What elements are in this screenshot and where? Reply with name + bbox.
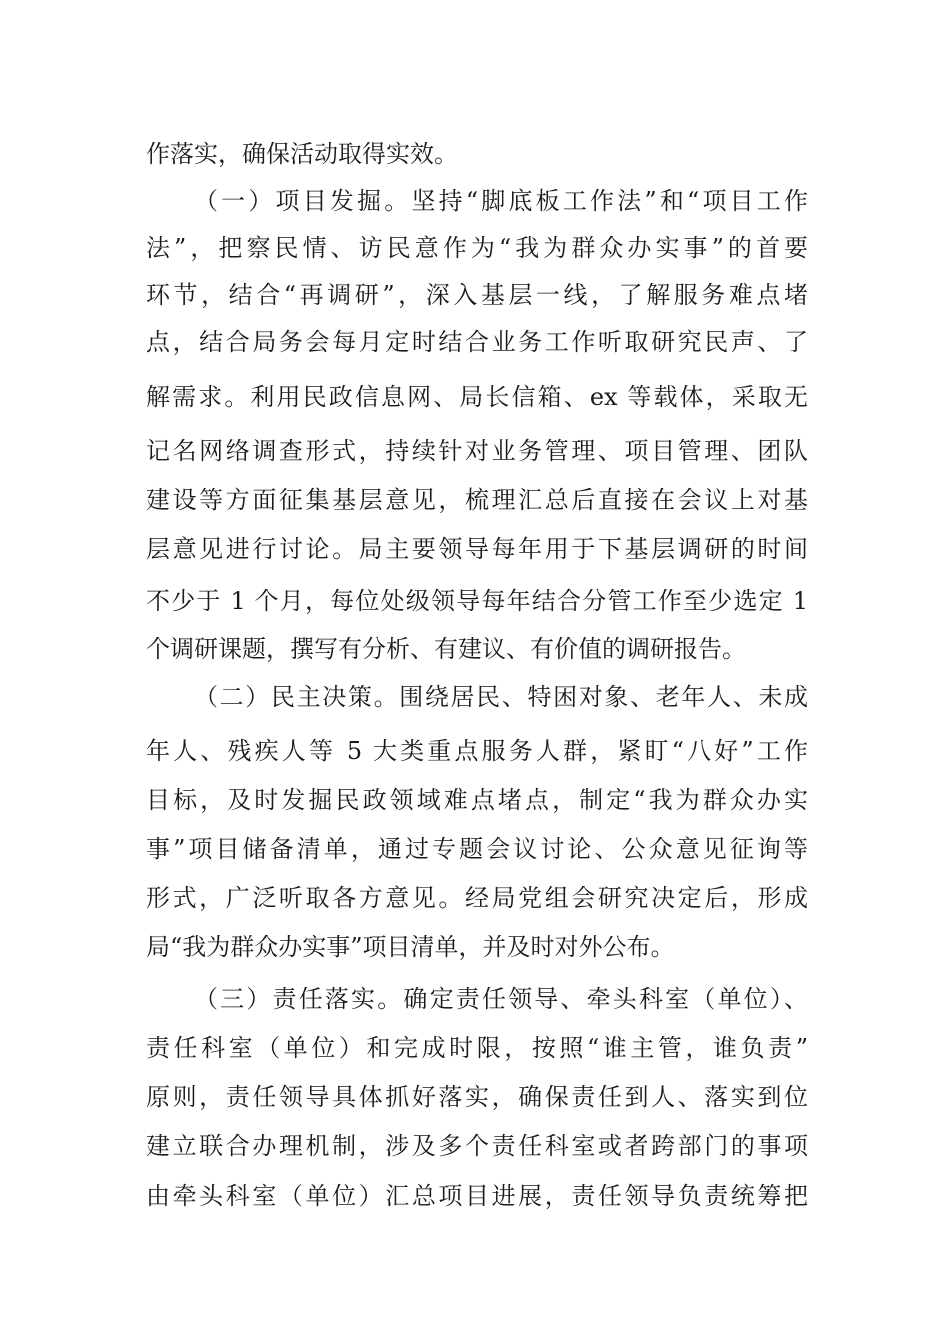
text-line: 环节，结合“再调研”，深入基层一线，了解服务难点堵 (146, 281, 808, 309)
text-line: 责任科室（单位）和完成时限，按照“谁主管，谁负责” (146, 1034, 808, 1062)
text-line: 形式，广泛听取各方意见。经局党组会研究决定后，形成 (146, 884, 808, 912)
paragraph-2-first-line: （二）民主决策。围绕居民、特困对象、老年人、未成 (194, 683, 808, 711)
text-line: 解需求。利用民政信息网、局长信箱、ex 等载体，采取无 (146, 383, 808, 411)
text-line: 作落实，确保活动取得实效。 (146, 140, 458, 168)
text-line: 个调研课题，撰写有分析、有建议、有价值的调研报告。 (146, 635, 746, 663)
text-line: 法”，把察民情、访民意作为“我为群众办实事”的首要 (146, 234, 808, 262)
text-line: 记名网络调查形式，持续针对业务管理、项目管理、团队 (146, 437, 808, 465)
text-line: 目标，及时发掘民政领域难点堵点，制定“我为群众办实 (146, 786, 808, 814)
text-line: 点，结合局务会每月定时结合业务工作听取研究民声、了 (146, 328, 808, 356)
text-line: 不少于 1 个月，每位处级领导每年结合分管工作至少选定 1 (146, 587, 808, 615)
text-line: 局“我为群众办实事”项目清单，并及时对外公布。 (146, 933, 675, 961)
text-line: 层意见进行讨论。局主要领导每年用于下基层调研的时间 (146, 535, 808, 563)
text-line: 年人、残疾人等 5 大类重点服务人群，紧盯“八好”工作 (146, 737, 808, 765)
paragraph-3-first-line: （三）责任落实。确定责任领导、牵头科室（单位）、 (194, 985, 808, 1013)
text-line: 由牵头科室（单位）汇总项目进展，责任领导负责统筹把 (146, 1182, 808, 1210)
paragraph-1-first-line: （一）项目发掘。坚持“脚底板工作法”和“项目工作 (194, 187, 808, 215)
text-line: 原则，责任领导具体抓好落实，确保责任到人、落实到位 (146, 1083, 808, 1111)
text-line: 事”项目储备清单，通过专题会议讨论、公众意见征询等 (146, 835, 808, 863)
text-line: 建立联合办理机制，涉及多个责任科室或者跨部门的事项 (146, 1132, 808, 1160)
text-line: 建设等方面征集基层意见，梳理汇总后直接在会议上对基 (146, 486, 808, 514)
